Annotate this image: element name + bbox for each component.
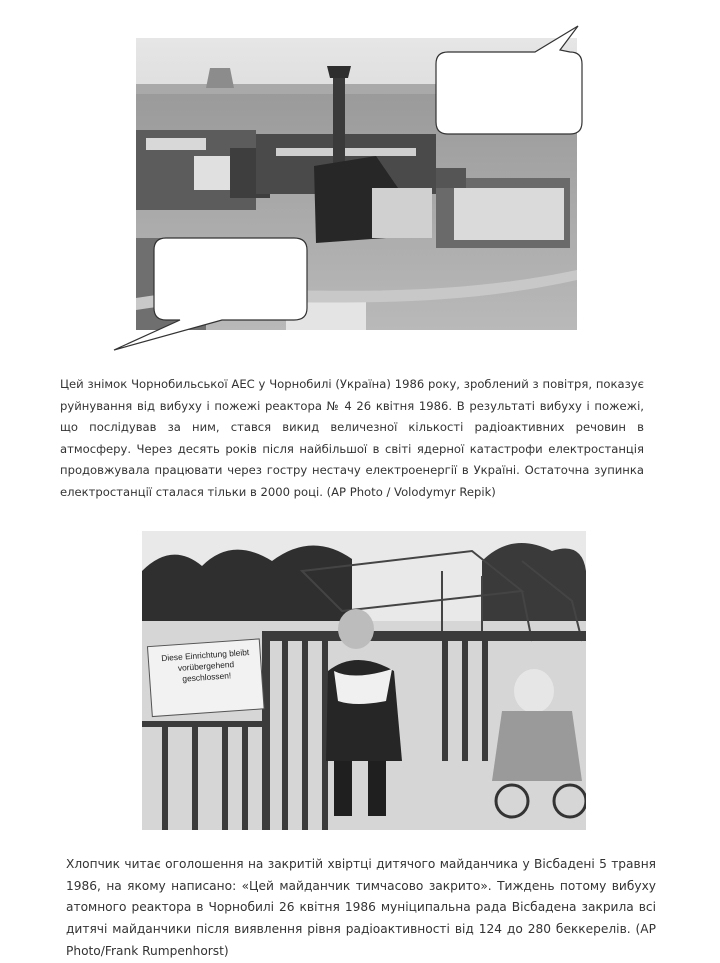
figure-caption-chernobyl: Цей знімок Чорнобильської АЕС у Чорнобилі (Україна) 1986 року, зроблений з повітря, показує руйнування від вибуху і пожежі реактора № 4 26 квітня 1986. В результаті вибуху і пожежі, що послідував за ним, стався викид величезної кількості радіоактивних речовин в атмосферу. Через десять років після найбільшої в світі ядерної катастрофи електростанція продовжувала працювати через гостру нестачу електроенергії в Україні. Остаточна зупинка електростанції сталася тільки в 2000 році. (AP Photo / Volodymyr Repik): [60, 377, 644, 499]
chernobyl-aerial-photo: [136, 38, 577, 330]
closed-sign-text: Diese Einrichtung bleibt vorübergehend geschlossen!: [160, 646, 250, 684]
figure-caption-playground: Хлопчик читає оголошення на закритій хвіртці дитячого майданчика у Вісбадені 5 травня 1986, на якому написано: «Цей майданчик тимчасово закрито». Тиждень потому вибуху атомного реактора в Чорнобилі 26 квітня 1986 муніципальна рада Вісбадена закрила всі дитячі майданчики після виявлення рівня радіоактивності від 124 до 280 беккерелів. (AP Photo/Frank Rumpenhorst): [66, 857, 656, 958]
